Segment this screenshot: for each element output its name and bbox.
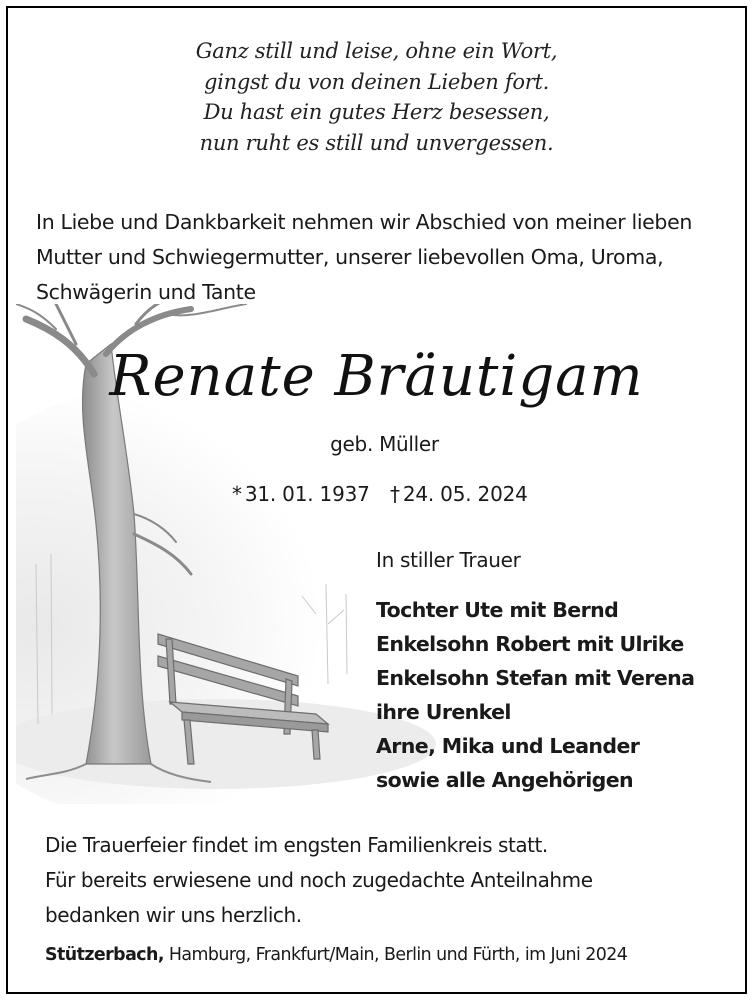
death-symbol: †: [390, 482, 400, 506]
birth-name: geb. Müller: [330, 432, 439, 456]
intro-text: In Liebe und Dankbarkeit nehmen wir Abschied von meiner lieben Mutter und Schwiegermutter, unserer liebevollen Oma, Uroma, Schwägerin und Tante: [36, 210, 693, 304]
poem-line: Du hast ein gutes Herz besessen,: [203, 100, 550, 124]
mourner-line: sowie alle Angehörigen: [376, 768, 634, 792]
deceased-name: Renate Bräutigam: [109, 344, 644, 409]
place-date-footer: [45, 945, 627, 965]
closing-line: Die Trauerfeier findet im engsten Familienkreis statt.: [45, 833, 548, 857]
poem-line: gingst du von deinen Lieben fort.: [204, 69, 549, 94]
mourner-line: Tochter Ute mit Bernd: [376, 598, 619, 622]
birth-date: 31. 01. 1937: [244, 482, 370, 506]
death-date: 24. 05. 2024: [402, 482, 528, 506]
mourner-line: Enkelsohn Stefan mit Verena: [376, 666, 695, 690]
mourner-line: Enkelsohn Robert mit Ulrike: [376, 632, 684, 656]
birth-date-line: [232, 482, 370, 506]
mourner-line: Arne, Mika und Leander: [376, 734, 640, 758]
mourner-line: ihre Urenkel: [376, 700, 511, 724]
poem-line: nun ruht es still und unvergessen.: [199, 130, 554, 155]
mourners-list: [376, 593, 694, 797]
closing-text: [45, 828, 725, 933]
mourning-heading: In stiller Trauer: [376, 548, 521, 572]
main-city: Stützerbach,: [45, 945, 164, 965]
poem: [8, 36, 745, 158]
closing-line: bedanken wir uns herzlich.: [45, 903, 302, 927]
closing-line: Für bereits erwiesene und noch zugedachte Anteilnahme: [45, 868, 593, 892]
poem-line: Ganz still und leise, ohne ein Wort,: [195, 39, 558, 63]
birth-symbol: *: [232, 482, 242, 506]
other-places: Hamburg, Frankfurt/Main, Berlin und Fürth, im Juni 2024: [163, 945, 628, 965]
death-date-line: [390, 482, 528, 506]
obituary-frame: [6, 6, 747, 994]
